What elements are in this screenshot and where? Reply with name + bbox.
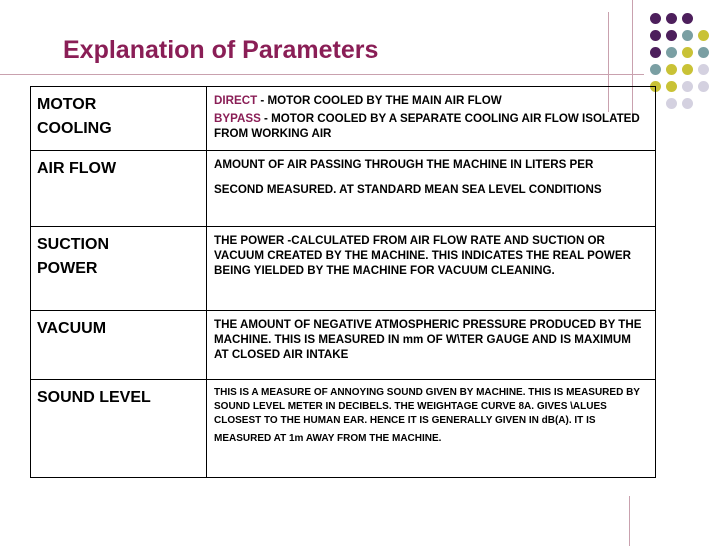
decor-dot [698, 47, 709, 58]
parameter-name-cell [31, 311, 207, 380]
decor-dot [666, 98, 677, 109]
decor-dot [666, 64, 677, 75]
decor-dot [682, 81, 693, 92]
bypass-description: - MOTOR COOLED BY A SEPARATE COOLING AIR FLOW ISOLATED FROM WORKING AIR [214, 112, 640, 140]
decor-dot [666, 81, 677, 92]
parameter-description: THE AMOUNT OF NEGATIVE ATMOSPHERIC PRESSURE PRODUCED BY THE MACHINE. THIS IS MEASURED IN mm OF W\TER GAUGE AND IS MAXIMUM AT CLOSED AIR INTAKE [214, 318, 642, 361]
decor-dot [698, 30, 709, 41]
decor-dot [682, 64, 693, 75]
decor-dot [682, 47, 693, 58]
decor-dot [698, 64, 709, 75]
table-row [31, 87, 656, 151]
decor-dot [650, 47, 661, 58]
direct-keyword: DIRECT [214, 94, 258, 107]
parameter-description-cell [207, 227, 656, 311]
parameter-description: MEASURED AT 1m AWAY FROM THE MACHINE. [214, 433, 442, 444]
decor-dot-grid [646, 10, 728, 110]
decor-horizontal-line [0, 74, 644, 75]
decor-dot [666, 47, 677, 58]
table-row [31, 311, 656, 380]
parameter-description: THE POWER -CALCULATED FROM AIR FLOW RATE AND SUCTION OR VACUUM CREATED BY THE MACHINE. THIS INDICATES THE REAL POWER BEING YIELDED BY THE MACHINE FOR VACUUM CLEANING. [214, 234, 631, 277]
bypass-keyword: BYPASS [214, 112, 261, 125]
decor-dot [682, 30, 693, 41]
table-row [31, 151, 656, 227]
decor-dot [650, 30, 661, 41]
parameter-description-cell [207, 87, 656, 151]
decor-dot [650, 64, 661, 75]
table-row [31, 380, 656, 478]
decor-dot [666, 13, 677, 24]
parameter-name: SOUND LEVEL [37, 389, 151, 406]
decor-dot [650, 13, 661, 24]
decor-dot [682, 98, 693, 109]
direct-description: - MOTOR COOLED BY THE MAIN AIR FLOW [257, 94, 502, 107]
parameter-name-cell [31, 227, 207, 311]
parameter-description-cell [207, 380, 656, 478]
parameter-name: COOLING [37, 120, 112, 137]
parameter-name: POWER [37, 260, 98, 277]
parameter-description: AMOUNT OF AIR PASSING THROUGH THE MACHINE IN LITERS PER [214, 158, 594, 171]
decor-dot [666, 30, 677, 41]
parameter-description-cell [207, 311, 656, 380]
parameter-name-cell [31, 380, 207, 478]
slide-title: Explanation of Parameters [63, 36, 379, 64]
decor-dot [682, 13, 693, 24]
parameter-name: AIR FLOW [37, 160, 117, 177]
decor-vertical-line [629, 496, 630, 546]
parameters-table [30, 86, 656, 478]
parameter-description: THIS IS A MEASURE OF ANNOYING SOUND GIVEN BY MACHINE. THIS IS MEASURED BY SOUND LEVEL METER IN DECIBELS. THE WEIGHTAGE CURVE 8A. GIVES \ALUES CLOSEST TO THE HUMAN EAR. HENCE IT IS GENERALLY GIVEN IN dB(A). IT IS [214, 387, 640, 426]
parameter-description [214, 111, 648, 141]
table-row [31, 227, 656, 311]
parameter-name-cell [31, 151, 207, 227]
parameter-name-cell [31, 87, 207, 151]
parameter-name: SUCTION [37, 236, 109, 253]
parameter-description-cell [207, 151, 656, 227]
parameter-name: MOTOR [37, 96, 97, 113]
decor-dot [698, 81, 709, 92]
parameter-description: SECOND MEASURED. AT STANDARD MEAN SEA LEVEL CONDITIONS [214, 183, 602, 196]
parameter-name: VACUUM [37, 320, 107, 337]
parameter-description [214, 93, 648, 108]
